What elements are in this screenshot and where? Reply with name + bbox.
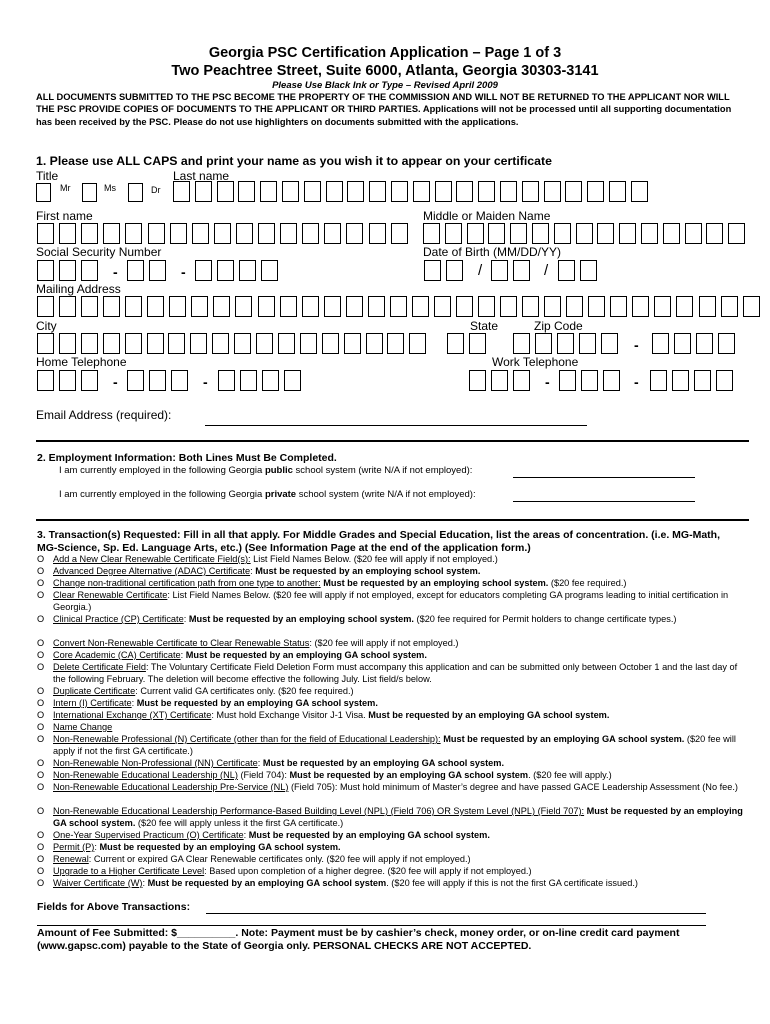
last-name-box[interactable] <box>195 181 212 202</box>
option-radio-circle[interactable]: O <box>37 650 45 660</box>
mailing-address-box[interactable] <box>125 296 142 317</box>
mailing-address-box[interactable] <box>676 296 693 317</box>
dob-box[interactable] <box>446 260 463 281</box>
option-text: Upgrade to a Higher Certificate Level: Based upon completion of a higher degree. ($20 fee will apply if not employed.) <box>53 866 532 876</box>
first-name-box[interactable] <box>192 223 209 244</box>
work-phone-label: Work Telephone <box>492 355 579 369</box>
first-name-box[interactable] <box>258 223 275 244</box>
form-address: Two Peachtree Street, Suite 6000, Atlanta, Georgia 30303-3141 <box>171 63 599 79</box>
last-name-box[interactable] <box>522 181 539 202</box>
option-radio-circle[interactable]: O <box>37 710 45 720</box>
ssn-dash-2: - <box>181 264 186 280</box>
first-name-box[interactable] <box>59 223 76 244</box>
first-name-box[interactable] <box>170 223 187 244</box>
state-box[interactable] <box>469 333 486 354</box>
first-name-box[interactable] <box>214 223 231 244</box>
title-mr-checkbox[interactable] <box>36 183 51 202</box>
mailing-address-box[interactable] <box>544 296 561 317</box>
home-phone-label: Home Telephone <box>36 355 127 369</box>
middle-name-box[interactable] <box>619 223 636 244</box>
work-phone-box[interactable] <box>716 370 733 391</box>
mailing-address-box[interactable] <box>324 296 341 317</box>
ssn-dash-1: - <box>113 264 118 280</box>
fee-note: Amount of Fee Submitted: $__________. Note: Payment must be by cashier’s check, money order, or on-line credit card payment (www.gapsc.com) payable to the State of Georgia only. PERSONAL CHECKS ARE NOT ACCEPTED. <box>37 927 680 952</box>
mailing-address-box[interactable] <box>280 296 297 317</box>
title-ms-checkbox[interactable] <box>82 183 97 202</box>
zip-box[interactable] <box>718 333 735 354</box>
section-divider-1 <box>36 440 749 442</box>
option-radio-circle[interactable]: O <box>37 878 45 888</box>
middle-name-box[interactable] <box>423 223 440 244</box>
title-dr-label: Dr <box>151 185 161 195</box>
last-name-box[interactable] <box>435 181 452 202</box>
mailing-address-box[interactable] <box>147 296 164 317</box>
home-dash-2: - <box>203 374 208 390</box>
mailing-address-box[interactable] <box>632 296 649 317</box>
zip-label: Zip Code <box>534 319 583 333</box>
option-radio-circle[interactable]: O <box>37 722 45 732</box>
mailing-label: Mailing Address <box>36 282 121 296</box>
last-name-box[interactable] <box>173 181 190 202</box>
title-label: Title <box>36 169 59 183</box>
city-box[interactable] <box>234 333 251 354</box>
city-box[interactable] <box>344 333 361 354</box>
option-radio-circle[interactable]: O <box>37 554 45 564</box>
ssn-box[interactable] <box>81 260 98 281</box>
option-text: Non-Renewable Non-Professional (NN) Certificate: Must be requested by an employing GA school system. <box>53 758 505 768</box>
first-name-box[interactable] <box>391 223 408 244</box>
home-phone-box[interactable] <box>127 370 144 391</box>
city-box[interactable] <box>387 333 404 354</box>
dob-box[interactable] <box>558 260 575 281</box>
middle-name-box[interactable] <box>467 223 484 244</box>
middle-name-box[interactable] <box>597 223 614 244</box>
mailing-address-box[interactable] <box>103 296 120 317</box>
middle-name-box[interactable] <box>554 223 571 244</box>
first-name-box[interactable] <box>236 223 253 244</box>
option-text: Non-Renewable Professional (N) Certificate (other than for the field of Educational Leadership): Must be requested by an employing GA school system. ($20 fee will apply if not the first GA certificate.) <box>53 734 736 756</box>
home-dash-1: - <box>113 374 118 390</box>
middle-name-box[interactable] <box>663 223 680 244</box>
mailing-address-box[interactable] <box>478 296 495 317</box>
dob-box[interactable] <box>513 260 530 281</box>
last-name-box[interactable] <box>326 181 343 202</box>
option-radio-circle[interactable]: O <box>37 770 45 780</box>
home-phone-box[interactable] <box>284 370 301 391</box>
middle-name-box[interactable] <box>445 223 462 244</box>
first-name-box[interactable] <box>103 223 120 244</box>
first-name-box[interactable] <box>148 223 165 244</box>
mailing-address-box[interactable] <box>302 296 319 317</box>
option-radio-circle[interactable]: O <box>37 758 45 768</box>
middle-name-box[interactable] <box>641 223 658 244</box>
last-name-box[interactable] <box>282 181 299 202</box>
zip-box[interactable] <box>535 333 552 354</box>
option-text: Renewal: Current or expired GA Clear Renewable certificates only. ($20 fee will apply if not employed.) <box>53 854 471 864</box>
zip-box[interactable] <box>674 333 691 354</box>
middle-name-box[interactable] <box>685 223 702 244</box>
public-employment-text: I am currently employed in the following Georgia public school system (write N/A if not employed): <box>59 465 473 476</box>
option-radio-circle[interactable]: O <box>37 854 45 864</box>
first-name-box[interactable] <box>280 223 297 244</box>
work-dash-1: - <box>545 374 550 390</box>
option-text: Name Change <box>53 722 113 732</box>
ssn-box[interactable] <box>261 260 278 281</box>
option-radio-circle[interactable]: O <box>37 782 45 792</box>
last-name-box[interactable] <box>260 181 277 202</box>
mailing-address-box[interactable] <box>412 296 429 317</box>
last-name-box[interactable] <box>500 181 517 202</box>
city-box[interactable] <box>278 333 295 354</box>
middle-name-box[interactable] <box>532 223 549 244</box>
work-phone-box[interactable] <box>603 370 620 391</box>
dob-slash-1: / <box>478 262 483 279</box>
fields-input-line-2[interactable] <box>37 925 706 926</box>
city-box[interactable] <box>168 333 185 354</box>
city-box[interactable] <box>300 333 317 354</box>
fields-label: Fields for Above Transactions: <box>37 901 191 913</box>
mailing-address-box[interactable] <box>59 296 76 317</box>
zip-box[interactable] <box>652 333 669 354</box>
work-dash-2: - <box>634 374 639 390</box>
last-name-box[interactable] <box>217 181 234 202</box>
city-box[interactable] <box>322 333 339 354</box>
first-name-box[interactable] <box>81 223 98 244</box>
city-box[interactable] <box>147 333 164 354</box>
mailing-address-box[interactable] <box>456 296 473 317</box>
mailing-address-box[interactable] <box>610 296 627 317</box>
last-name-box[interactable] <box>587 181 604 202</box>
city-box[interactable] <box>366 333 383 354</box>
middle-name-box[interactable] <box>510 223 527 244</box>
middle-name-box[interactable] <box>728 223 745 244</box>
work-phone-box[interactable] <box>694 370 711 391</box>
home-phone-box[interactable] <box>171 370 188 391</box>
title-mr-label: Mr <box>60 183 71 193</box>
ssn-box[interactable] <box>239 260 256 281</box>
option-text: International Exchange (XT) Certificate: Must hold Exchange Visitor J-1 Visa. Must be requested by an employing GA school system. <box>53 710 610 720</box>
option-text: Change non-traditional certification path from one type to another: Must be requested by an employing school system. ($20 fee required.) <box>53 578 627 588</box>
mailing-address-box[interactable] <box>191 296 208 317</box>
mailing-address-box[interactable] <box>169 296 186 317</box>
option-text: Add a New Clear Renewable Certificate Field(s): List Field Names Below. ($20 fee will apply if not employed.) <box>53 554 498 564</box>
email-label: Email Address (required): <box>36 408 172 422</box>
city-box[interactable] <box>81 333 98 354</box>
option-text: Duplicate Certificate: Current valid GA certificates only. ($20 fee required.) <box>53 686 354 696</box>
middle-name-box[interactable] <box>488 223 505 244</box>
work-phone-box[interactable] <box>650 370 667 391</box>
option-text: Core Academic (CA) Certificate: Must be requested by an employing GA school system. <box>53 650 427 660</box>
zip-box[interactable] <box>579 333 596 354</box>
home-phone-box[interactable] <box>37 370 54 391</box>
last-name-box[interactable] <box>478 181 495 202</box>
mailing-address-box[interactable] <box>654 296 671 317</box>
first-name-box[interactable] <box>302 223 319 244</box>
middle-name-box[interactable] <box>576 223 593 244</box>
last-name-box[interactable] <box>565 181 582 202</box>
mailing-address-box[interactable] <box>500 296 517 317</box>
first-name-box[interactable] <box>369 223 386 244</box>
option-text: Waiver Certificate (W): Must be requested by an employing GA school system. ($20 fee will apply if this is not the first GA certificate issued.) <box>53 878 638 888</box>
mailing-address-box[interactable] <box>588 296 605 317</box>
dob-slash-2: / <box>544 262 549 279</box>
first-name-box[interactable] <box>324 223 341 244</box>
city-box[interactable] <box>103 333 120 354</box>
section3-heading: 3. Transaction(s) Requested: Fill in all that apply. For Middle Grades and Special Education, list the areas of concentration. (i.e. MG-Math, MG-Science, Sp. Ed. Language Arts, etc.) (See Information Page at the end of the application form.) <box>37 529 721 554</box>
work-phone-box[interactable] <box>491 370 508 391</box>
property-notice: ALL DOCUMENTS SUBMITTED TO THE PSC BECOME THE PROPERTY OF THE COMMISSION AND WILL NOT BE RETURNED TO THE APPLICANT NOR WILL THE PSC PROVIDE COPIES OF DOCUMENTS TO THE APPLICANT OR THIRD PARTIES. Applications will not be processed until all supporting documentation has been received by the PSC. Please do not use highlighters on documents submitted with the applications. <box>36 92 732 127</box>
last-name-box[interactable] <box>609 181 626 202</box>
option-radio-circle[interactable]: O <box>37 638 45 648</box>
home-phone-box[interactable] <box>218 370 235 391</box>
mailing-address-box[interactable] <box>522 296 539 317</box>
zip-box[interactable] <box>696 333 713 354</box>
last-name-box[interactable] <box>369 181 386 202</box>
form-title: Georgia PSC Certification Application – Page 1 of 3 <box>208 45 562 61</box>
option-radio-circle[interactable]: O <box>37 842 45 852</box>
city-box[interactable] <box>59 333 76 354</box>
option-text: Non-Renewable Educational Leadership (NL) (Field 704): Must be requested by an employing GA school system. ($20 fee will apply.) <box>53 770 612 780</box>
city-box[interactable] <box>125 333 142 354</box>
home-phone-box[interactable] <box>81 370 98 391</box>
last-name-box[interactable] <box>413 181 430 202</box>
option-radio-circle[interactable]: O <box>37 734 45 744</box>
ssn-box[interactable] <box>37 260 54 281</box>
ssn-box[interactable] <box>59 260 76 281</box>
last-name-box[interactable] <box>238 181 255 202</box>
mailing-address-box[interactable] <box>390 296 407 317</box>
mailing-address-box[interactable] <box>566 296 583 317</box>
option-text: Clinical Practice (CP) Certificate: Must be requested by an employing school system. ($20 fee required for Permit holders to change certificate types.) <box>53 614 677 624</box>
city-box[interactable] <box>190 333 207 354</box>
option-text: Advanced Degree Alternative (ADAC) Certificate: Must be requested by an employing school system. <box>53 566 481 576</box>
ssn-box[interactable] <box>217 260 234 281</box>
first-name-box[interactable] <box>125 223 142 244</box>
public-school-input-line[interactable] <box>513 477 695 478</box>
option-text: One-Year Supervised Practicum (O) Certificate: Must be requested by an employing GA school system. <box>53 830 490 840</box>
last-name-box[interactable] <box>304 181 321 202</box>
first-name-label: First name <box>36 209 93 223</box>
dob-box[interactable] <box>424 260 441 281</box>
work-phone-box[interactable] <box>672 370 689 391</box>
work-phone-box[interactable] <box>469 370 486 391</box>
last-name-box[interactable] <box>631 181 648 202</box>
dob-box[interactable] <box>580 260 597 281</box>
city-label: City <box>36 319 57 333</box>
option-radio-circle[interactable]: O <box>37 662 45 672</box>
option-radio-circle[interactable]: O <box>37 566 45 576</box>
private-employment-text: I am currently employed in the following Georgia private school system (write N/A if not employed): <box>59 489 476 500</box>
city-box[interactable] <box>256 333 273 354</box>
dob-label: Date of Birth (MM/DD/YY) <box>423 245 562 259</box>
option-text: Convert Non-Renewable Certificate to Clear Renewable Status: ($20 fee will apply if not employed.) <box>53 638 459 648</box>
ssn-box[interactable] <box>127 260 144 281</box>
last-name-box[interactable] <box>456 181 473 202</box>
fields-input-line-1[interactable] <box>206 913 706 914</box>
title-ms-label: Ms <box>104 183 116 193</box>
option-radio-circle[interactable]: O <box>37 698 45 708</box>
form-subtitle: Please Use Black Ink or Type – Revised April 2009 <box>272 80 498 91</box>
mailing-address-box[interactable] <box>368 296 385 317</box>
option-text: Non-Renewable Educational Leadership Performance-Based Building Level (NPL) (Field 706) OR System Level (NPL) (Field 707): Must be requested by an employing GA school system. ($20 fee will apply unless it the first GA certificate.) <box>53 806 743 828</box>
option-text: Clear Renewable Certificate: List Field Names Below. ($20 fee will apply if not employed, except for educators completing GA programs leading to initial certification in Georgia.) <box>53 590 729 612</box>
mailing-address-box[interactable] <box>213 296 230 317</box>
zip-box[interactable] <box>557 333 574 354</box>
email-input-line[interactable] <box>205 425 587 426</box>
option-text: Delete Certificate Field: The Voluntary Certificate Field Deletion Form must accompany this application and can be submitted only between October 1 and the last day of the following February. The deletion will become effective the following July. List field/s below. <box>53 662 738 684</box>
zip-box[interactable] <box>513 333 530 354</box>
title-dr-checkbox[interactable] <box>128 183 143 202</box>
option-radio-circle[interactable]: O <box>37 590 45 600</box>
last-name-box[interactable] <box>544 181 561 202</box>
last-name-box[interactable] <box>391 181 408 202</box>
city-box[interactable] <box>409 333 426 354</box>
zip-box[interactable] <box>601 333 618 354</box>
city-box[interactable] <box>212 333 229 354</box>
mailing-address-box[interactable] <box>37 296 54 317</box>
ssn-label: Social Security Number <box>36 245 162 259</box>
option-text: Intern (I) Certificate: Must be requested by an employing GA school system. <box>53 698 378 708</box>
work-phone-box[interactable] <box>581 370 598 391</box>
mailing-address-box[interactable] <box>235 296 252 317</box>
middle-name-box[interactable] <box>706 223 723 244</box>
work-phone-box[interactable] <box>559 370 576 391</box>
last-name-box[interactable] <box>347 181 364 202</box>
option-text: Permit (P): Must be requested by an employing GA school system. <box>53 842 341 852</box>
home-phone-box[interactable] <box>240 370 257 391</box>
mailing-address-box[interactable] <box>699 296 716 317</box>
ssn-box[interactable] <box>149 260 166 281</box>
option-radio-circle[interactable]: O <box>37 578 45 588</box>
mailing-address-box[interactable] <box>743 296 760 317</box>
city-box[interactable] <box>37 333 54 354</box>
mailing-address-box[interactable] <box>81 296 98 317</box>
section1-heading: 1. Please use ALL CAPS and print your name as you wish it to appear on your certificate <box>36 154 552 168</box>
section2-heading: 2. Employment Information: Both Lines Must Be Completed. <box>37 452 337 464</box>
dob-box[interactable] <box>491 260 508 281</box>
option-radio-circle[interactable]: O <box>37 614 45 624</box>
first-name-box[interactable] <box>346 223 363 244</box>
middle-name-label: Middle or Maiden Name <box>423 209 551 223</box>
ssn-box[interactable] <box>195 260 212 281</box>
option-radio-circle[interactable]: O <box>37 686 45 696</box>
mailing-address-box[interactable] <box>721 296 738 317</box>
zip-dash: - <box>634 337 639 353</box>
first-name-box[interactable] <box>37 223 54 244</box>
option-text: Non-Renewable Educational Leadership Pre-Service (NL) (Field 705): Must hold minimum of Master’s degree and have passed GACE Leadership Assessment (No fee.) <box>53 782 738 792</box>
option-radio-circle[interactable]: O <box>37 806 45 816</box>
mailing-address-box[interactable] <box>434 296 451 317</box>
home-phone-box[interactable] <box>262 370 279 391</box>
state-label: State <box>470 319 499 333</box>
mailing-address-box[interactable] <box>346 296 363 317</box>
home-phone-box[interactable] <box>59 370 76 391</box>
mailing-address-box[interactable] <box>258 296 275 317</box>
option-radio-circle[interactable]: O <box>37 830 45 840</box>
private-school-input-line[interactable] <box>513 501 695 502</box>
option-radio-circle[interactable]: O <box>37 866 45 876</box>
work-phone-box[interactable] <box>513 370 530 391</box>
home-phone-box[interactable] <box>149 370 166 391</box>
state-box[interactable] <box>447 333 464 354</box>
last-name-label: Last name <box>173 169 230 183</box>
section-divider-2 <box>36 519 749 521</box>
